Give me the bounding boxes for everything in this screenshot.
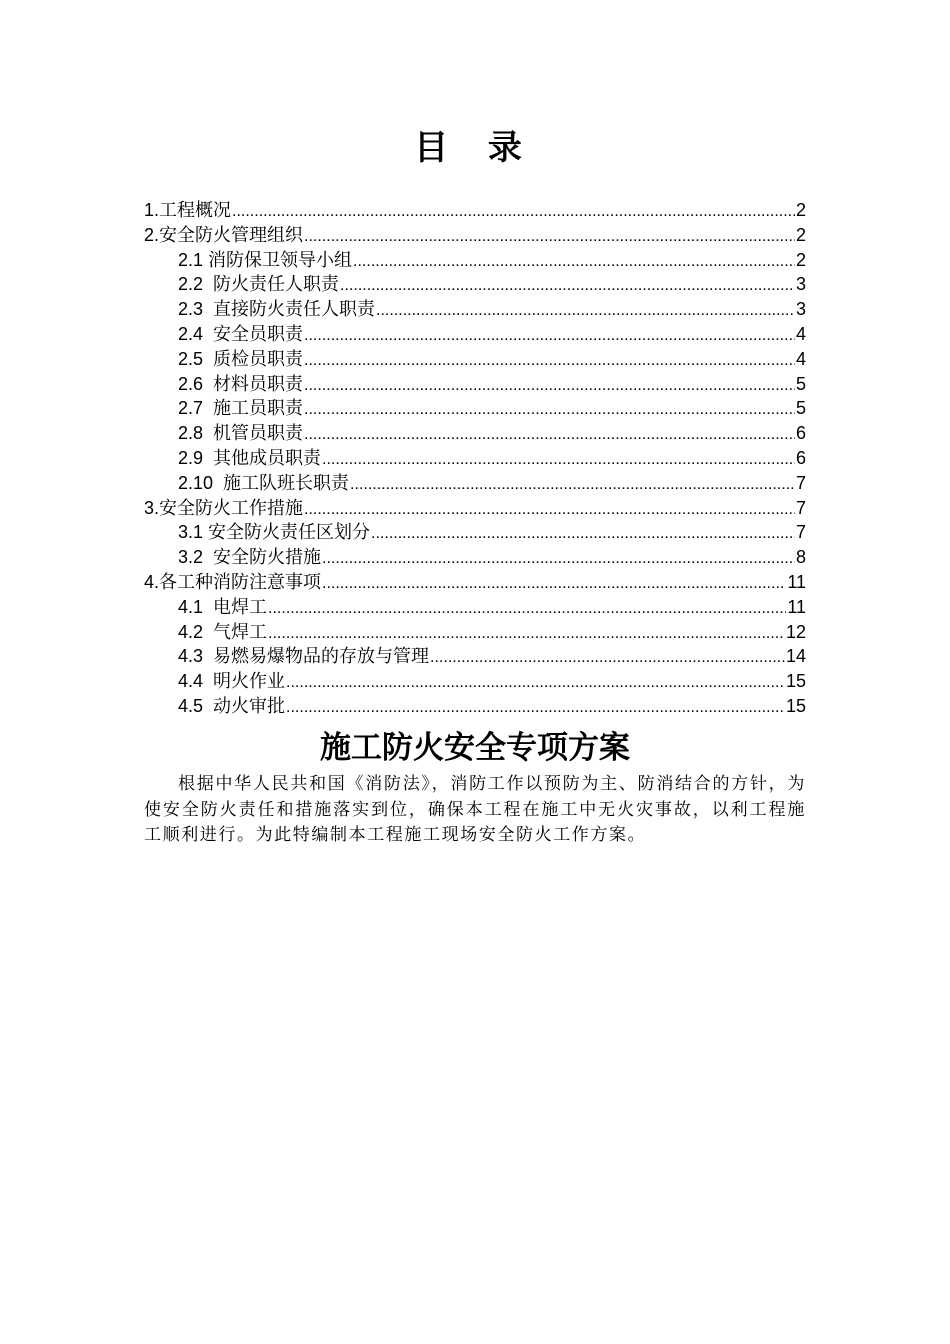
toc-entry-label: 机管员职责 <box>213 423 304 445</box>
toc-entry-label: 安全防火管理组织 <box>159 224 304 246</box>
toc-entry-number: 4.3 <box>178 646 214 667</box>
toc-entry-page-number: 8 <box>795 547 806 568</box>
toc-dot-leader <box>304 225 795 250</box>
toc-entry[interactable] <box>144 297 806 322</box>
toc-entry-number: 2.5 <box>178 348 214 369</box>
toc-dot-leader <box>304 398 795 423</box>
toc-entry-label: 工程概况 <box>159 200 232 221</box>
toc-entry-number: 2. <box>144 224 160 245</box>
toc-entry-label: 安全防火措施 <box>213 547 322 569</box>
toc-entry[interactable] <box>144 520 806 545</box>
toc-entry-number: 2.1 <box>178 249 209 270</box>
toc-entry[interactable] <box>144 396 806 421</box>
toc-entry-number: 3.1 <box>178 522 209 543</box>
toc-entry-number: 4.1 <box>178 596 214 617</box>
toc-dot-leader <box>268 597 786 622</box>
toc-entry-number: 4.5 <box>178 695 214 716</box>
toc-entry-number: 2.2 <box>178 274 214 295</box>
toc-entry-page-number: 3 <box>795 299 806 320</box>
toc-entry-page-number: 11 <box>787 571 806 592</box>
toc-title: 目 录 <box>414 128 536 168</box>
toc-entry-number: 3. <box>144 497 160 518</box>
toc-entry[interactable] <box>144 421 806 446</box>
toc-dot-leader <box>304 423 795 448</box>
toc-dot-leader <box>340 274 795 299</box>
toc-entry-page-number: 2 <box>795 249 806 270</box>
toc-dot-leader <box>430 646 785 671</box>
toc-dot-leader <box>268 622 785 647</box>
toc-entry-page-number: 4 <box>795 323 806 344</box>
toc-entry[interactable] <box>144 248 806 273</box>
toc-entry-label: 易燃易爆物品的存放与管理 <box>213 646 430 668</box>
intro-paragraph: 根据中华人民共和国《消防法》，消防工作以预防为主、防消结合的方针，为使安全防火责任和措施落实到位，确保本工程在施工中无火灾事故，以利工程施工顺利进行。为此特编制本工程施工现场安全防火工作方案。 <box>144 774 806 845</box>
toc-entry-label: 气焊工 <box>213 621 268 643</box>
toc-dot-leader <box>286 671 785 696</box>
toc-entry-page-number: 2 <box>795 224 806 245</box>
toc-entry-page-number: 15 <box>785 671 806 692</box>
toc-dot-leader <box>322 572 786 597</box>
toc-entry[interactable] <box>144 322 806 347</box>
toc-entry[interactable] <box>144 198 806 223</box>
toc-entry[interactable] <box>144 595 806 620</box>
toc-entry-label: 电焊工 <box>213 596 268 618</box>
toc-entry-page-number: 5 <box>795 373 806 394</box>
toc-entry-page-number: 12 <box>785 621 806 642</box>
toc-entry-page-number: 7 <box>795 522 806 543</box>
toc-entry-label: 动火审批 <box>213 695 286 717</box>
toc-entry[interactable] <box>144 471 806 496</box>
toc-entry-label: 质检员职责 <box>213 348 304 370</box>
toc-dot-leader <box>371 522 795 547</box>
toc-entry-page-number: 5 <box>795 398 806 419</box>
toc-entry-number: 2.9 <box>178 447 214 468</box>
toc-entry-number: 2.4 <box>178 323 214 344</box>
toc-entry-number: 2.10 <box>178 472 224 493</box>
toc-entry-number: 4.2 <box>178 621 214 642</box>
toc-entry[interactable] <box>144 694 806 719</box>
toc-entry-number: 4.4 <box>178 671 214 692</box>
toc-entry-page-number: 4 <box>795 348 806 369</box>
toc-entry-page-number: 15 <box>785 695 806 716</box>
toc-entry-label: 安全防火工作措施 <box>159 497 304 519</box>
toc-dot-leader <box>232 200 795 225</box>
toc-entry-label: 防火责任人职责 <box>213 274 340 296</box>
toc-entry-page-number: 7 <box>795 472 806 493</box>
toc-dot-leader <box>304 498 795 523</box>
toc-entry[interactable] <box>144 496 806 521</box>
toc-dot-leader <box>286 696 785 721</box>
toc-dot-leader <box>304 324 795 349</box>
toc-entry-page-number: 14 <box>785 646 806 667</box>
toc-entry-label: 明火作业 <box>213 671 286 693</box>
toc-entry-number: 3.2 <box>178 547 214 568</box>
toc-dot-leader <box>304 349 795 374</box>
toc-entry-number: 2.7 <box>178 398 214 419</box>
toc-entry-label: 施工员职责 <box>213 398 304 420</box>
table-of-contents <box>144 198 806 719</box>
toc-dot-leader <box>322 547 795 572</box>
toc-entry-label: 安全员职责 <box>213 323 304 345</box>
toc-entry-label: 各工种消防注意事项 <box>159 571 322 593</box>
toc-entry-page-number: 11 <box>787 596 806 617</box>
toc-entry-page-number: 2 <box>795 200 806 220</box>
toc-entry-number: 1. <box>144 200 160 220</box>
toc-dot-leader <box>353 250 795 275</box>
toc-entry-page-number: 6 <box>795 423 806 444</box>
toc-entry-page-number: 3 <box>795 274 806 295</box>
toc-entry-label: 直接防火责任人职责 <box>213 299 376 321</box>
toc-entry[interactable] <box>144 620 806 645</box>
toc-entry-page-number: 6 <box>795 447 806 468</box>
toc-entry[interactable] <box>144 570 806 595</box>
toc-entry-label: 施工队班长职责 <box>223 472 350 494</box>
toc-entry-number: 4. <box>144 571 160 592</box>
document-title: 施工防火安全专项方案 <box>320 730 630 766</box>
toc-entry-number: 2.6 <box>178 373 214 394</box>
toc-entry[interactable] <box>144 545 806 570</box>
toc-dot-leader <box>304 374 795 399</box>
toc-entry[interactable] <box>144 644 806 669</box>
toc-entry[interactable] <box>144 223 806 248</box>
toc-entry-label: 其他成员职责 <box>213 447 322 469</box>
toc-entry-number: 2.8 <box>178 423 214 444</box>
toc-dot-leader <box>322 448 795 473</box>
toc-entry-label: 材料员职责 <box>213 373 304 395</box>
toc-entry-page-number: 7 <box>795 497 806 518</box>
toc-entry-label: 安全防火责任区划分 <box>208 522 371 544</box>
toc-entry[interactable] <box>144 669 806 694</box>
toc-dot-leader <box>350 473 795 498</box>
toc-entry-number: 2.3 <box>178 299 214 320</box>
toc-entry[interactable] <box>144 372 806 397</box>
toc-dot-leader <box>376 299 795 324</box>
toc-entry[interactable] <box>144 347 806 372</box>
toc-entry[interactable] <box>144 446 806 471</box>
toc-entry[interactable] <box>144 272 806 297</box>
toc-entry-label: 消防保卫领导小组 <box>208 249 353 271</box>
